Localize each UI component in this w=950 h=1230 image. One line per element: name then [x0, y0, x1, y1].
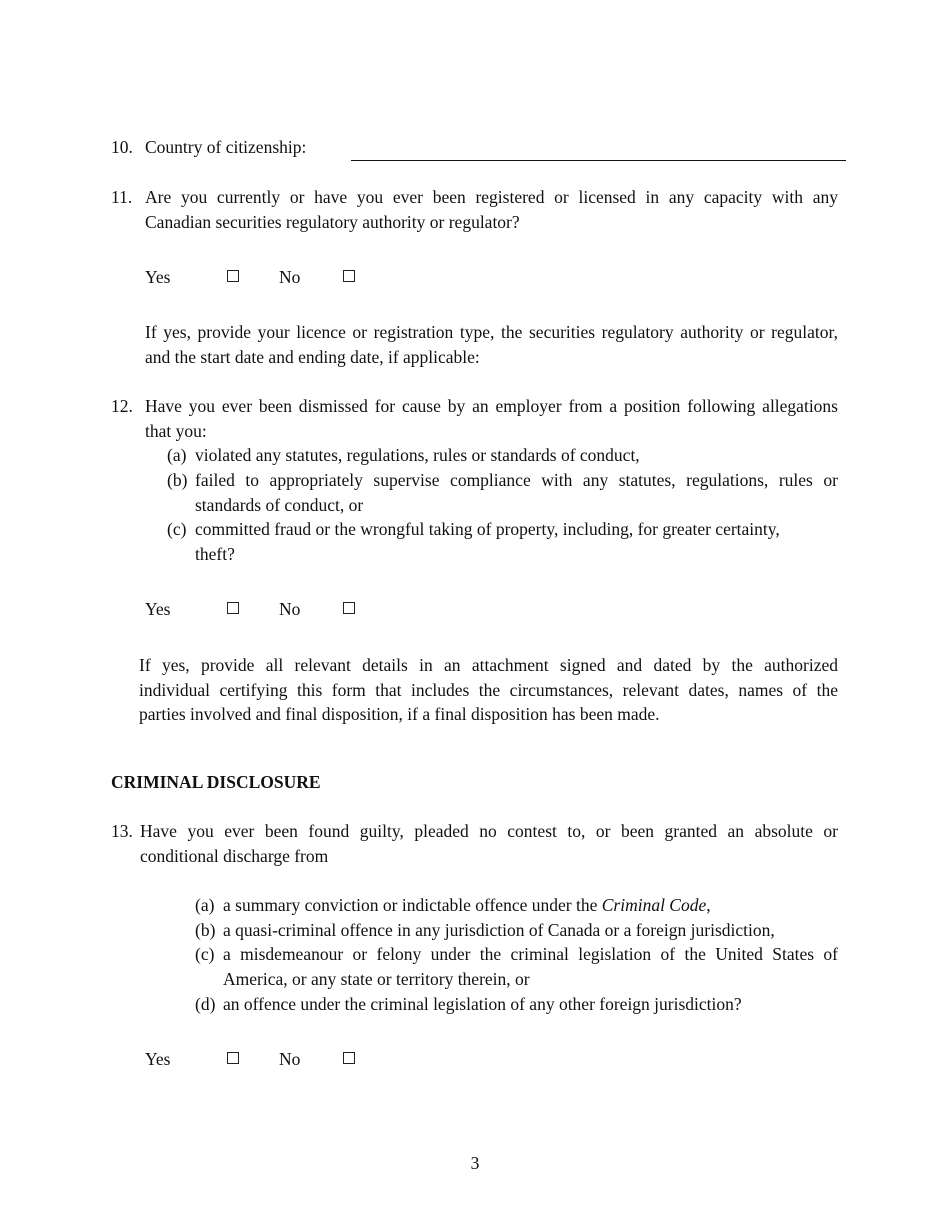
q13-item-d-label: (d) [195, 994, 216, 1014]
q11-text [145, 185, 838, 234]
q13-number: 13. [111, 821, 133, 841]
q13-item-b-line-1: a quasi-criminal offence in any jurisdiction of Canada or a foreign jurisdiction, [223, 920, 775, 940]
q13-item-d [223, 992, 838, 1017]
q11-number: 11. [111, 187, 133, 207]
q12-item-a-label: (a) [167, 445, 187, 465]
q12-item-c-line-1: committed fraud or the wrongful taking of property, including, for greater certainty, [195, 519, 780, 539]
q11-followup [145, 320, 838, 369]
q12-line-1: Have you ever been dismissed for cause by an employer from a position following allegations [145, 396, 838, 416]
q12-line-2: that you: [145, 420, 207, 441]
q13-item-a-label: (a) [195, 895, 215, 915]
q11-followup-line-2: and the start date and ending date, if applicable: [145, 346, 480, 367]
citizenship-field[interactable] [351, 135, 846, 161]
q13-item-c [223, 942, 838, 991]
q13-item-b-label: (b) [195, 920, 216, 940]
page-number: 3 [470, 1153, 480, 1173]
citizenship-underline [351, 160, 846, 161]
q13-item-b [223, 918, 838, 943]
q12-no-checkbox[interactable] [343, 602, 355, 614]
q13-line-2: conditional discharge from [140, 845, 329, 866]
q11-line-2: Canadian securities regulatory authority or regulator? [145, 211, 520, 232]
q12-number: 12. [111, 396, 133, 416]
q12-item-b-label: (b) [167, 470, 188, 490]
q12-item-a [195, 443, 838, 468]
q13-yes-checkbox[interactable] [227, 1052, 239, 1064]
q10-label: Country of citizenship: [145, 137, 307, 157]
q12-no-label: No [279, 599, 301, 619]
q13-yes-label: Yes [145, 1049, 171, 1069]
q11-no-label: No [279, 267, 301, 287]
q13-no-label: No [279, 1049, 301, 1069]
q12-followup-line-1: If yes, provide all relevant details in an attachment signed and dated by the authorized [139, 655, 838, 675]
q13-line-1: Have you ever been found guilty, pleaded no contest to, or been granted an absolute or [140, 821, 838, 841]
q11-yes-checkbox[interactable] [227, 270, 239, 282]
q12-yes-label: Yes [145, 599, 171, 619]
q10-number: 10. [111, 137, 133, 157]
q12-item-c-line-2: theft? [195, 543, 235, 564]
q13-text [140, 819, 838, 868]
q13-item-a-pre: a summary conviction or indictable offence under the [223, 895, 602, 915]
q11-no-checkbox[interactable] [343, 270, 355, 282]
q13-no-checkbox[interactable] [343, 1052, 355, 1064]
q11-line-1: Are you currently or have you ever been registered or licensed in any capacity with any [145, 187, 838, 207]
q12-item-c-label: (c) [167, 519, 187, 539]
q12-followup [139, 653, 838, 727]
q13-item-c-line-2: America, or any state or territory therein, or [223, 968, 530, 989]
q13-item-d-line-1: an offence under the criminal legislation of any other foreign jurisdiction? [223, 994, 742, 1014]
q12-item-b [195, 468, 838, 517]
q12-text [145, 394, 838, 443]
q12-item-b-line-2: standards of conduct, or [195, 494, 364, 515]
section-heading-criminal-disclosure: CRIMINAL DISCLOSURE [111, 772, 321, 792]
q13-item-a [223, 893, 838, 918]
q12-item-c [195, 517, 838, 566]
q12-item-b-line-1: failed to appropriately supervise compliance with any statutes, regulations, rules or [195, 470, 838, 490]
q13-item-a-post: , [706, 895, 711, 915]
criminal-code-title: Criminal Code [601, 895, 707, 915]
q12-item-a-line-1: violated any statutes, regulations, rules or standards of conduct, [195, 445, 640, 465]
q13-item-a-line-1 [223, 893, 838, 918]
q12-yes-checkbox[interactable] [227, 602, 239, 614]
q13-item-c-label: (c) [195, 944, 215, 964]
q13-item-c-line-1: a misdemeanour or felony under the criminal legislation of the United States of [223, 944, 838, 964]
q11-followup-line-1: If yes, provide your licence or registration type, the securities regulatory authority or regulator, [145, 322, 838, 342]
q11-yes-label: Yes [145, 267, 171, 287]
q12-followup-line-3: parties involved and final disposition, if a final disposition has been made. [139, 704, 660, 724]
q12-followup-line-2: individual certifying this form that includes the circumstances, relevant dates, names of the [139, 679, 838, 700]
